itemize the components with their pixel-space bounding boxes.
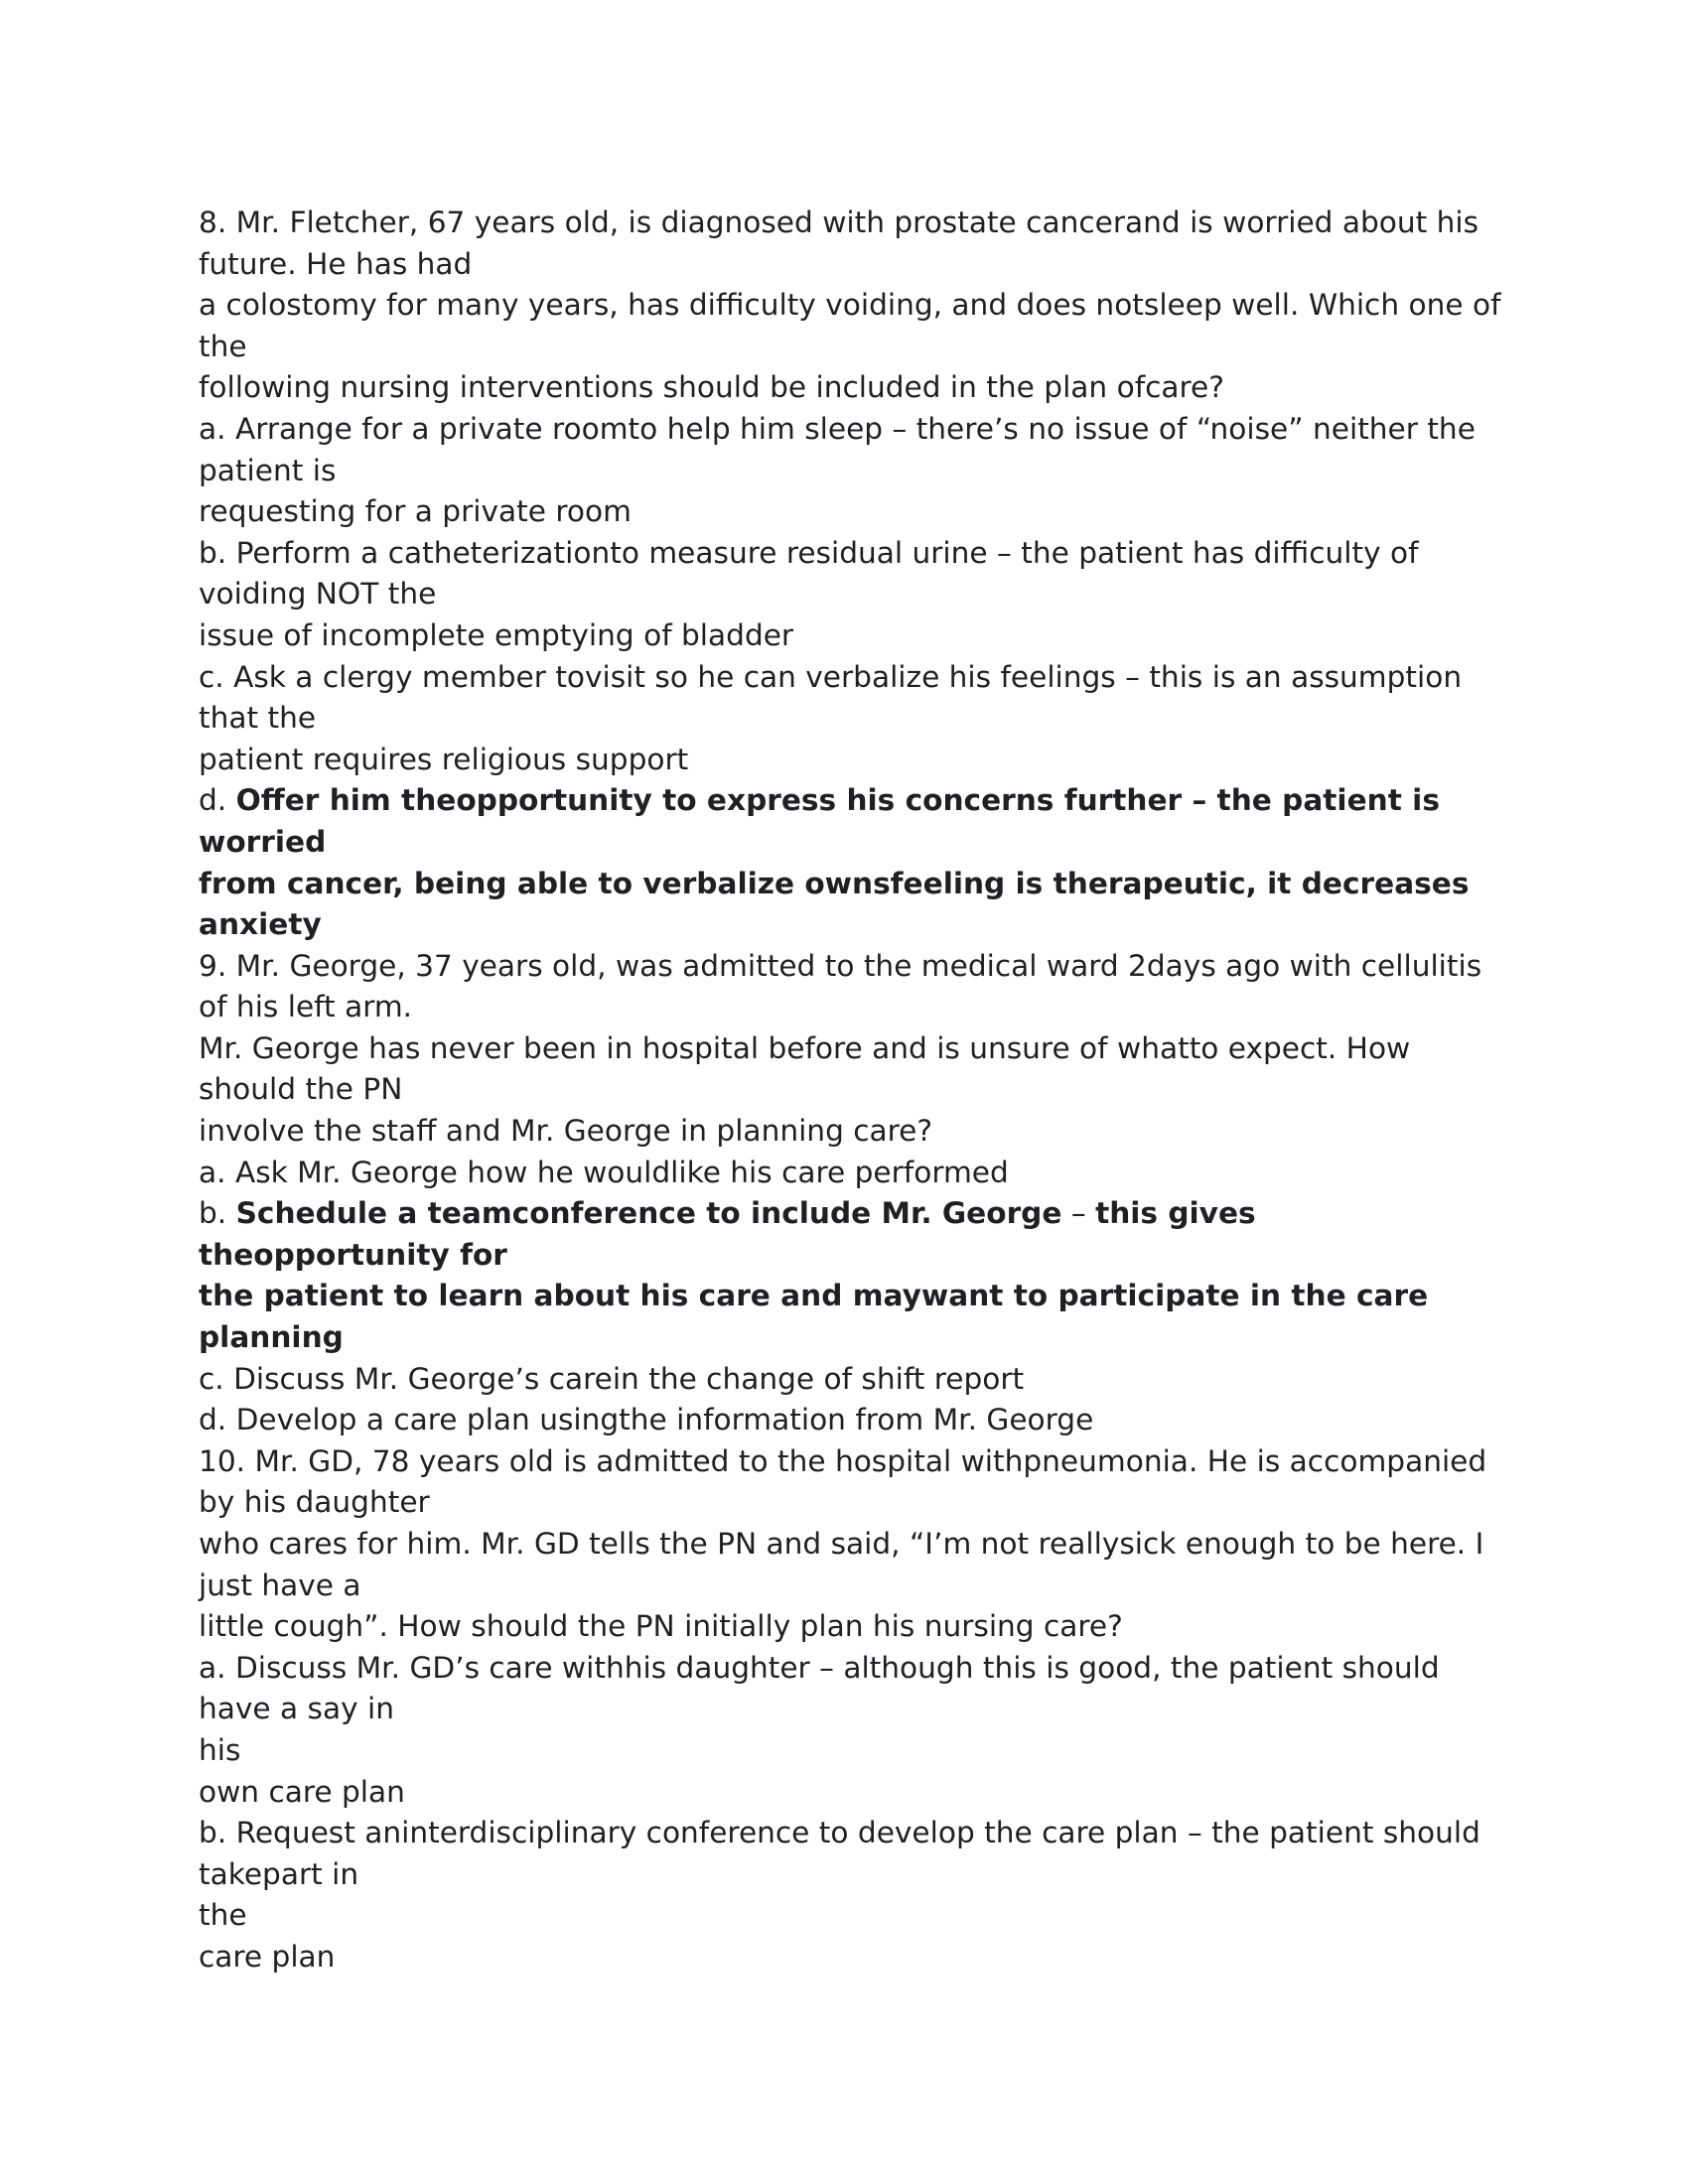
- text-line: [199, 1441, 1509, 1483]
- text-line: [199, 1524, 1509, 1566]
- text-line: [199, 574, 1509, 615]
- text-run: the: [199, 1898, 247, 1933]
- bold-text: from cancer, being able to verbalize ownsfeeling is therapeutic, it decreases: [199, 866, 1470, 900]
- text-run: by his daughter: [199, 1485, 430, 1520]
- text-line: [199, 1772, 1509, 1814]
- document-page: [199, 203, 1509, 1979]
- text-line: [199, 1854, 1509, 1896]
- text-run: b.: [199, 1196, 236, 1231]
- text-run: Mr. George has never been in hospital before and is unsure of whatto expect. How: [199, 1030, 1411, 1065]
- text-run: –: [1061, 1196, 1096, 1231]
- text-run: d. Develop a care plan usingthe information from Mr. George: [199, 1403, 1094, 1437]
- text-run: have a say in: [199, 1692, 395, 1726]
- text-run: issue of incomplete emptying of bladder: [199, 617, 794, 652]
- text-line: [199, 1193, 1509, 1235]
- text-line: [199, 1606, 1509, 1648]
- text-line: [199, 1482, 1509, 1524]
- text-line: [199, 740, 1509, 781]
- text-run: care plan: [199, 1939, 336, 1974]
- text-run: patient is: [199, 453, 337, 487]
- text-run: own care plan: [199, 1774, 405, 1809]
- bold-text: the patient to learn about his care and maywant to participate in the care: [199, 1279, 1429, 1313]
- text-line: [199, 244, 1509, 286]
- text-run: b. Perform a catheterizationto measure residual urine – the patient has difficulty of: [199, 535, 1419, 570]
- text-run: d.: [199, 783, 236, 818]
- text-run: a. Ask Mr. George how he wouldlike his care performed: [199, 1155, 1009, 1189]
- text-run: who cares for him. Mr. GD tells the PN and said, “I’m not reallysick enough to be here. I: [199, 1527, 1484, 1561]
- text-run: future. He has had: [199, 246, 473, 281]
- text-run: of his left arm.: [199, 990, 413, 1024]
- text-line: [199, 1895, 1509, 1937]
- text-run: c. Discuss Mr. George’s carein the change of shift report: [199, 1361, 1025, 1396]
- text-line: [199, 1566, 1509, 1607]
- text-line: [199, 285, 1509, 327]
- bold-text: theopportunity for: [199, 1237, 507, 1272]
- text-run: requesting for a private room: [199, 494, 632, 529]
- text-line: [199, 1813, 1509, 1854]
- text-line: [199, 1235, 1509, 1277]
- text-run: his: [199, 1732, 241, 1767]
- bold-text: Schedule a teamconference to include Mr. George: [235, 1196, 1062, 1231]
- bold-text: this gives: [1095, 1196, 1256, 1231]
- text-run: b. Request aninterdisciplinary conference to develop the care plan – the patient should: [199, 1816, 1480, 1850]
- text-line: [199, 1069, 1509, 1111]
- bold-text: anxiety: [199, 907, 322, 942]
- text-run: should the PN: [199, 1072, 403, 1107]
- text-line: [199, 1689, 1509, 1730]
- text-line: [199, 367, 1509, 409]
- text-line: [199, 203, 1509, 244]
- text-line: [199, 491, 1509, 533]
- text-run: a colostomy for many years, has difficulty voiding, and does notsleep well. Which one of: [199, 288, 1501, 323]
- text-line: [199, 864, 1509, 905]
- text-run: involve the staff and Mr. George in planning care?: [199, 1114, 933, 1149]
- text-run: c. Ask a clergy member tovisit so he can verbalize his feelings – this is an assumption: [199, 659, 1463, 694]
- text-line: [199, 904, 1509, 946]
- text-line: [199, 409, 1509, 451]
- text-line: [199, 1359, 1509, 1401]
- text-line: [199, 451, 1509, 492]
- text-run: following nursing interventions should be included in the plan ofcare?: [199, 370, 1224, 405]
- text-line: [199, 822, 1509, 864]
- text-line: [199, 657, 1509, 699]
- text-line: [199, 1730, 1509, 1772]
- text-run: the: [199, 329, 247, 363]
- text-line: [199, 1648, 1509, 1690]
- text-line: [199, 533, 1509, 575]
- bold-text: worried: [199, 824, 327, 859]
- text-run: 10. Mr. GD, 78 years old is admitted to the hospital withpneumonia. He is accompanied: [199, 1443, 1487, 1478]
- text-line: [199, 327, 1509, 368]
- text-line: [199, 987, 1509, 1028]
- text-line: [199, 1317, 1509, 1359]
- text-line: [199, 698, 1509, 740]
- text-run: voiding NOT the: [199, 577, 437, 612]
- text-line: [199, 780, 1509, 822]
- text-run: little cough”. How should the PN initially plan his nursing care?: [199, 1609, 1123, 1644]
- text-line: [199, 1111, 1509, 1153]
- text-run: 9. Mr. George, 37 years old, was admitted to the medical ward 2days ago with cellulitis: [199, 948, 1482, 983]
- text-run: 8. Mr. Fletcher, 67 years old, is diagnosed with prostate cancerand is worried about his: [199, 205, 1479, 239]
- text-run: patient requires religious support: [199, 742, 689, 776]
- text-run: just have a: [199, 1568, 361, 1602]
- text-run: takepart in: [199, 1856, 359, 1891]
- text-line: [199, 1153, 1509, 1194]
- text-run: that the: [199, 701, 317, 736]
- text-line: [199, 1937, 1509, 1979]
- text-line: [199, 615, 1509, 657]
- text-run: a. Discuss Mr. GD’s care withhis daughter – although this is good, the patient should: [199, 1650, 1440, 1685]
- text-line: [199, 946, 1509, 988]
- text-run: a. Arrange for a private roomto help him sleep – there’s no issue of “noise” neither the: [199, 411, 1476, 446]
- text-line: [199, 1400, 1509, 1441]
- text-line: [199, 1028, 1509, 1070]
- bold-text: planning: [199, 1320, 344, 1355]
- bold-text: Offer him theopportunity to express his concerns further – the patient is: [235, 783, 1440, 818]
- text-line: [199, 1276, 1509, 1317]
